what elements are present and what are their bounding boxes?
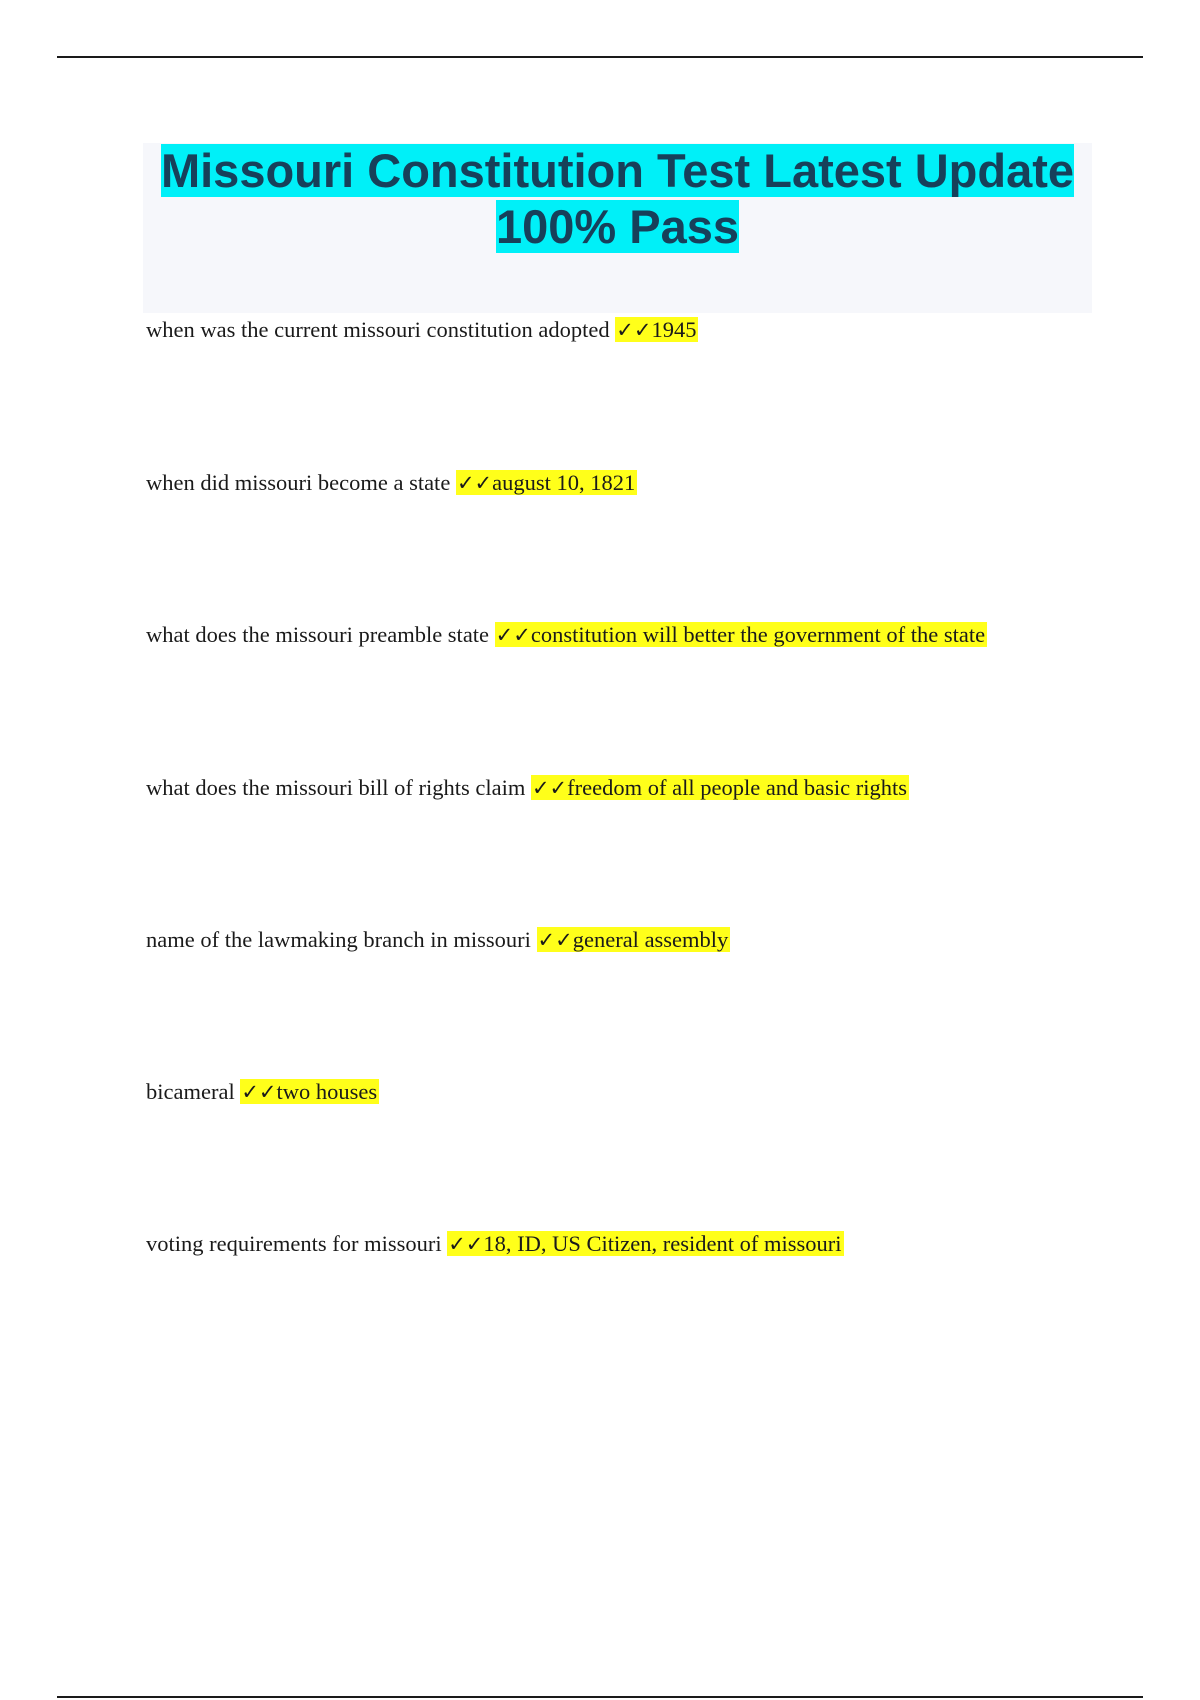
answer-text: 1945 bbox=[651, 317, 697, 342]
answer-text: august 10, 1821 bbox=[492, 470, 636, 495]
answer-highlight bbox=[531, 775, 909, 800]
double-check-icon: ✓✓ bbox=[537, 928, 573, 952]
qa-item-4 bbox=[146, 773, 909, 803]
title-block bbox=[143, 143, 1092, 313]
qa-item-7 bbox=[146, 1229, 844, 1259]
question-text: what does the missouri preamble state bbox=[146, 622, 490, 647]
qa-item-2 bbox=[146, 468, 637, 498]
question-text: when was the current missouri constitution adopted bbox=[146, 317, 610, 342]
question-text: what does the missouri bill of rights claim bbox=[146, 775, 526, 800]
qa-item-3 bbox=[146, 620, 987, 650]
answer-text: 18, ID, US Citizen, resident of missouri bbox=[483, 1231, 842, 1256]
answer-text: general assembly bbox=[572, 927, 729, 952]
qa-item-1 bbox=[146, 315, 698, 345]
double-check-icon: ✓✓ bbox=[616, 318, 652, 342]
double-check-icon: ✓✓ bbox=[531, 776, 568, 800]
double-check-icon: ✓✓ bbox=[241, 1080, 277, 1104]
double-check-icon: ✓✓ bbox=[495, 623, 531, 647]
answer-highlight bbox=[456, 470, 637, 495]
qa-item-5 bbox=[146, 925, 730, 955]
answer-text: constitution will better the government of the state bbox=[530, 622, 986, 647]
answer-highlight bbox=[447, 1231, 843, 1256]
answer-text: two houses bbox=[276, 1079, 378, 1104]
qa-item-6 bbox=[146, 1077, 379, 1107]
answer-highlight bbox=[495, 622, 987, 647]
title-text: Missouri Constitution Test Latest Update 100% Pass bbox=[160, 144, 1075, 253]
double-check-icon: ✓✓ bbox=[456, 471, 493, 495]
answer-highlight bbox=[615, 317, 698, 342]
answer-highlight bbox=[240, 1079, 379, 1104]
bottom-rule bbox=[57, 1696, 1143, 1698]
answer-text: freedom of all people and basic rights bbox=[567, 775, 908, 800]
double-check-icon: ✓✓ bbox=[448, 1232, 484, 1256]
question-text: name of the lawmaking branch in missouri bbox=[146, 927, 531, 952]
answer-highlight bbox=[537, 927, 731, 952]
question-text: voting requirements for missouri bbox=[146, 1231, 442, 1256]
top-rule bbox=[57, 56, 1143, 58]
page-title bbox=[143, 143, 1092, 255]
question-text: bicameral bbox=[146, 1079, 235, 1104]
question-text: when did missouri become a state bbox=[146, 470, 451, 495]
